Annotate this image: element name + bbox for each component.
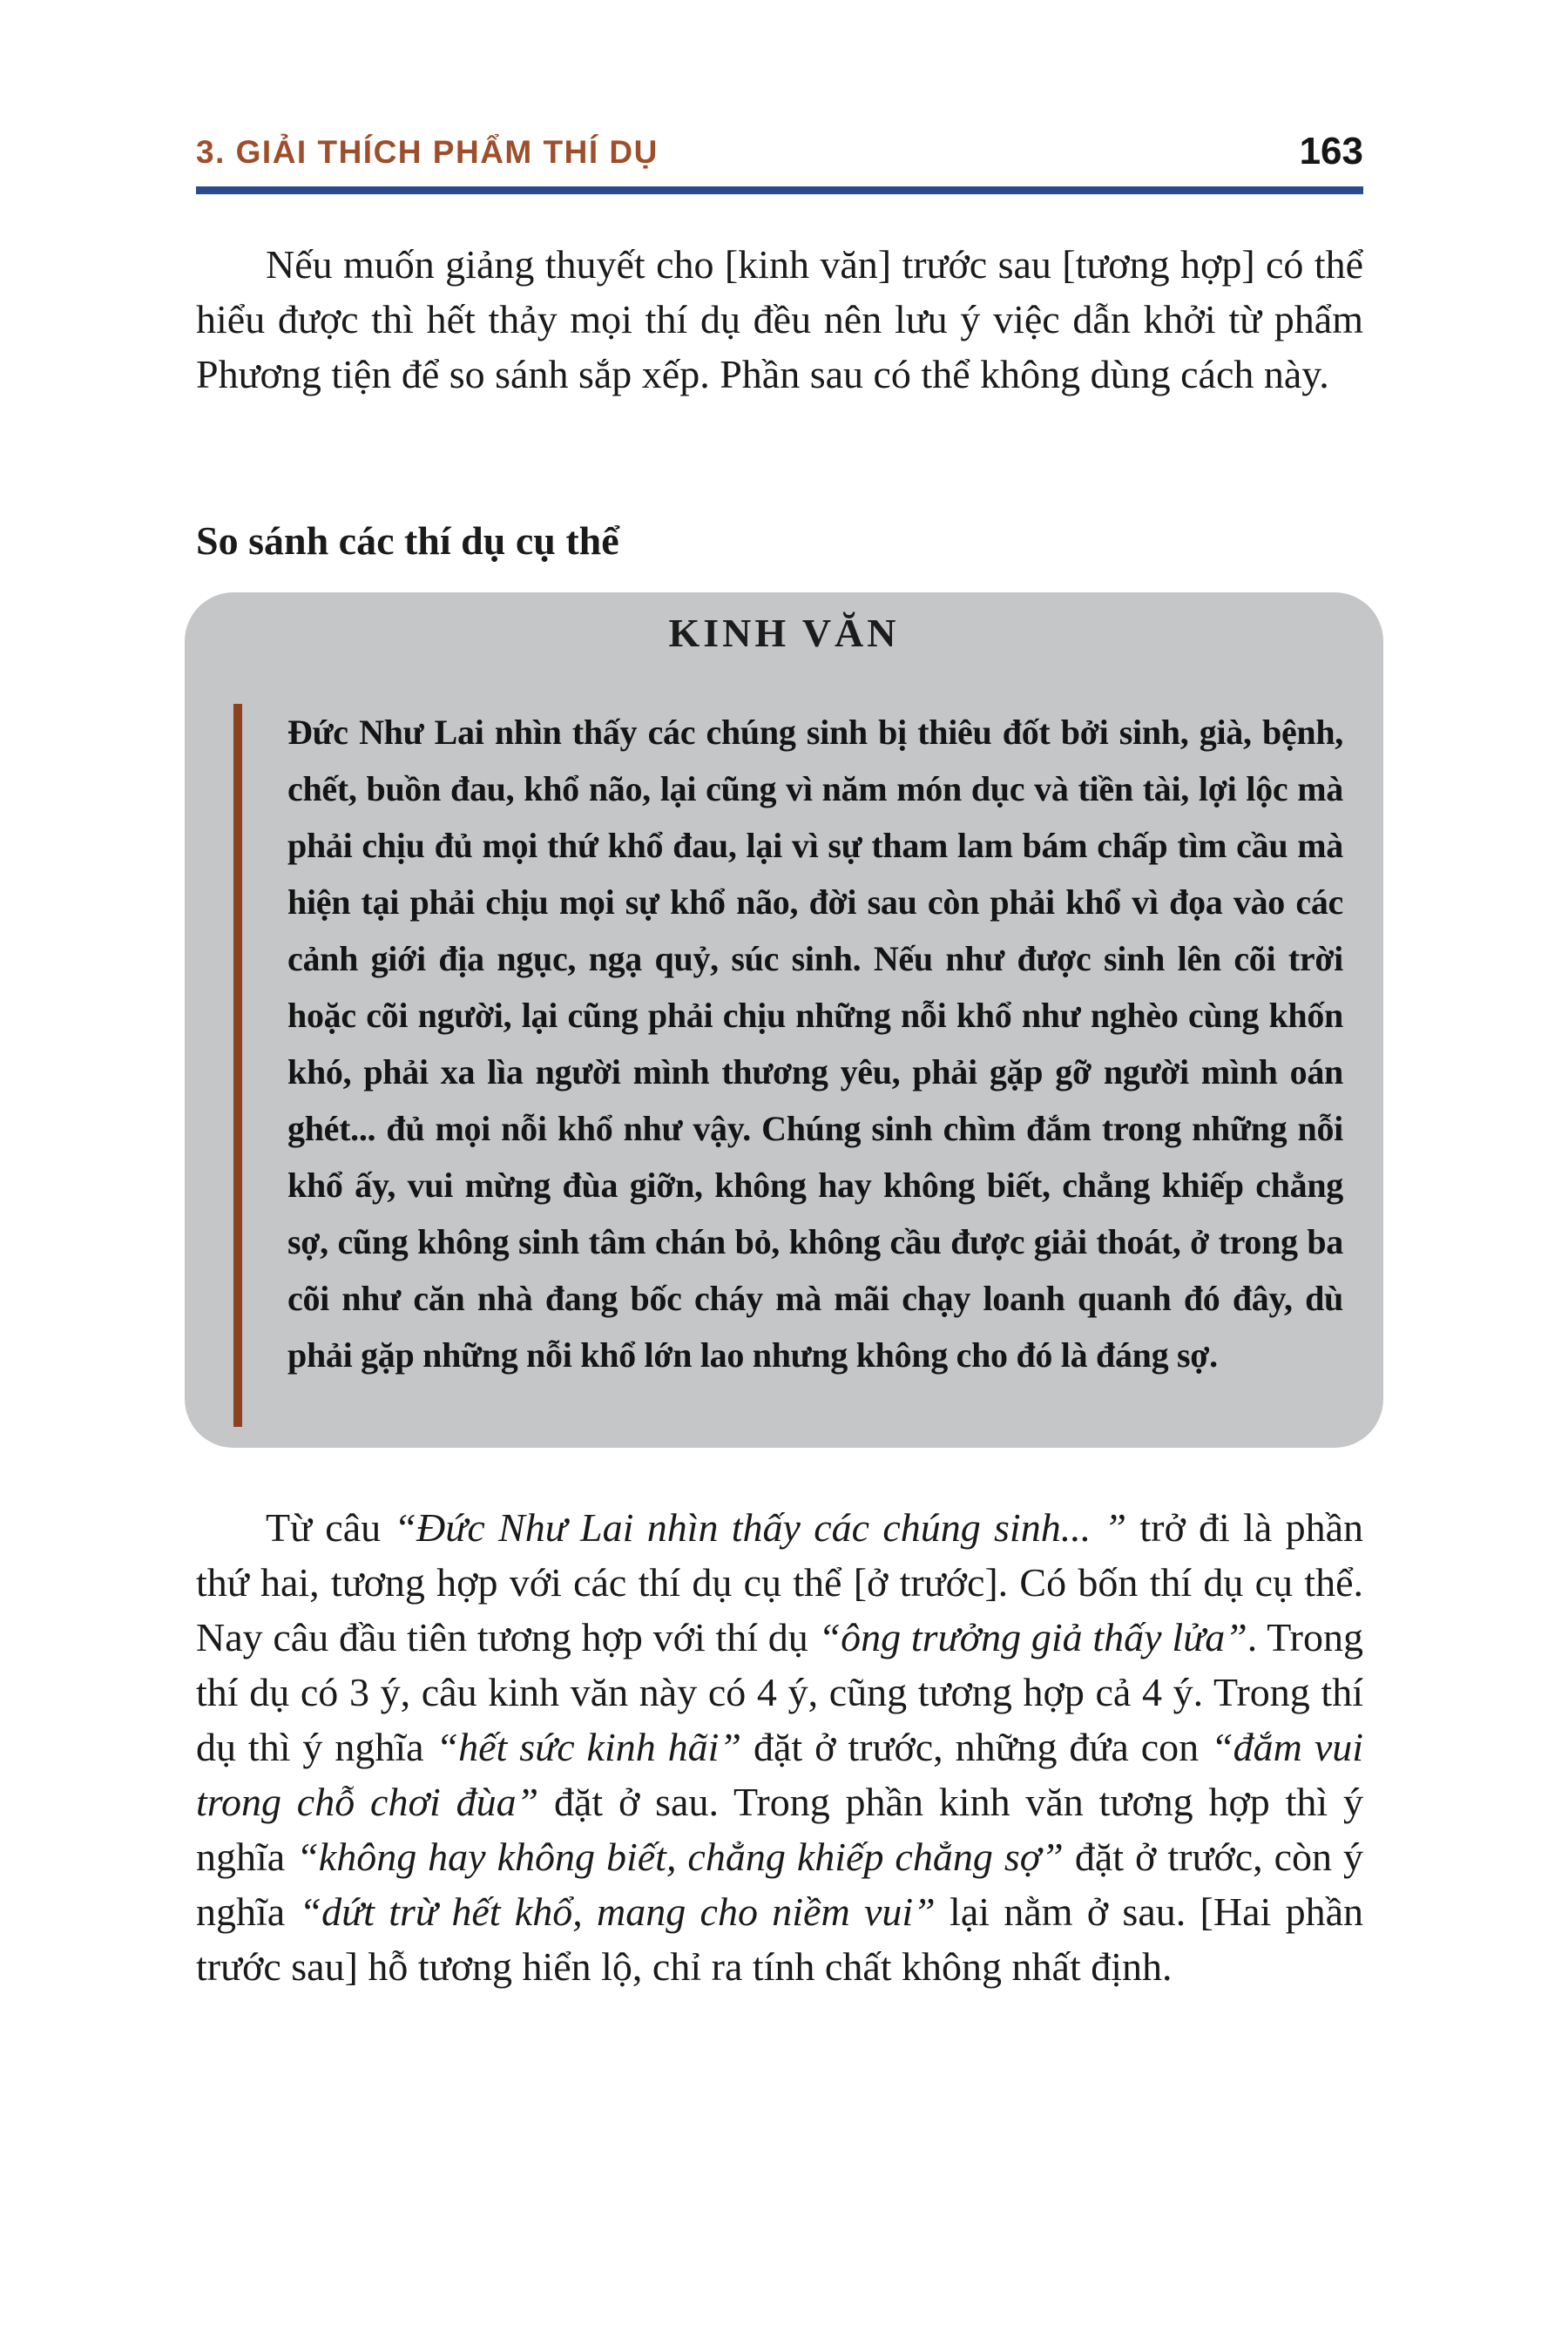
section-heading: So sánh các thí dụ cụ thể — [196, 518, 619, 563]
sutra-quote-text: Đức Như Lai nhìn thấy các chúng sinh bị thiêu đốt bởi sinh, già, bệnh, chết, buồn đau, khổ não, lại cũng vì năm món dục và tiền tài, lợi lộc mà phải chịu đủ mọi thứ khổ đau, lại vì sự tham lam bám chấp tìm cầu mà hiện tại phải chịu mọi sự khổ não, đời sau còn phải khổ vì đọa vào các cảnh giới địa ngục, ngạ quỷ, súc sinh. Nếu như được sinh lên cõi trời hoặc cõi người, lại cũng phải chịu những nỗi khổ như nghèo cùng khốn khó, phải xa lìa người mình thương yêu, phải gặp gỡ người mình oán ghét... đủ mọi nỗi khổ như vậy. Chúng sinh chìm đắm trong những nỗi khổ ấy, vui mừng đùa giỡn, không hay không biết, chẳng khiếp chẳng sợ, cũng không sinh tâm chán bỏ, không cầu được giải thoát, ở trong ba cõi như căn nhà đang bốc cháy mà mãi chạy loanh quanh đó đây, dù phải gặp những nỗi khổ lớn lao nhưng không cho đó là đáng sợ. — [287, 713, 1343, 1375]
paragraph-commentary: Từ câu “Đức Như Lai nhìn thấy các chúng sinh... ” trở đi là phần thứ hai, tương hợp với các thí dụ cụ thể [ở trước]. Có bốn thí dụ cụ thể. Nay câu đầu tiên tương hợp với thí dụ “ông trưởng giả thấy lửa”. Trong thí dụ có 3 ý, câu kinh văn này có 4 ý, cũng tương hợp cả 4 ý. Trong thí dụ thì ý nghĩa “hết sức kinh hãi” đặt ở trước, những đứa con “đắm vui trong chỗ chơi đùa” đặt ở sau. Trong phần kinh văn tương hợp thì ý nghĩa “không hay không biết, chẳng khiếp chẳng sợ” đặt ở trước, còn ý nghĩa “dứt trừ hết khổ, mang cho niềm vui” lại nằm ở sau. [Hai phần trước sau] hỗ tương hiển lộ, chỉ ra tính chất không nhất định. — [196, 1505, 1364, 1989]
sutra-quote-box — [185, 592, 1383, 1448]
quote-accent-bar — [233, 704, 242, 1427]
page-number: 163 — [1299, 130, 1363, 172]
running-head — [196, 132, 1363, 171]
sutra-box-title: KINH VĂN — [668, 611, 900, 655]
header-rule — [196, 186, 1363, 194]
chapter-title: 3. GIẢI THÍCH PHẨM THÍ DỤ — [196, 134, 659, 170]
paragraph-intro: Nếu muốn giảng thuyết cho [kinh văn] trước sau [tương hợp] có thể hiểu được thì hết thảy mọi thí dụ đều nên lưu ý việc dẫn khởi từ phẩm Phương tiện để so sánh sắp xếp. Phần sau có thể không dùng cách này. — [196, 242, 1363, 396]
